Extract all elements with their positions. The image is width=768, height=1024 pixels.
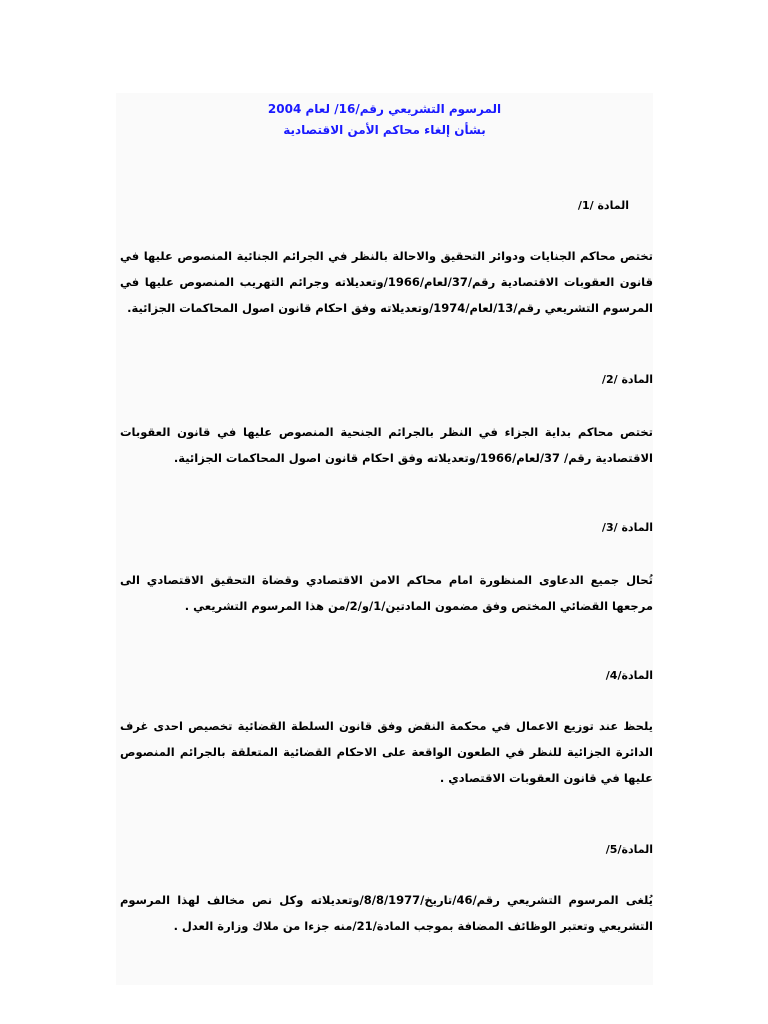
article-2-body — [116, 419, 653, 471]
article-1-body — [116, 243, 653, 321]
article-4 — [116, 669, 653, 682]
article-heading: المادة /3/ — [601, 521, 653, 534]
article-heading: المادة /2/ — [601, 373, 653, 386]
article-text: تختص محاكم الجنايات ودوائر التحقيق والاحالة بالنظر في الجرائم الجنائية المنصوص عليها في قانون العقوبات الاقتصادية رقم/37/لعام/1966/وتعديلاته وجرائم التهريب المنصوص عليها في المرسوم التشريعي رقم/13/لعام/1974/وتعديلاته وفق احكام قانون اصول المحاكمات الجزائية. — [120, 249, 653, 315]
document-content — [116, 93, 653, 933]
document-page — [116, 93, 653, 985]
title-line-2: بشأن إلغاء محاكم الأمن الاقتصادية — [283, 123, 486, 137]
article-heading: المادة/5/ — [605, 843, 653, 856]
article-5-body — [116, 887, 653, 939]
article-4-body — [116, 713, 653, 791]
article-text: تختص محاكم بداية الجزاء في النظر بالجرائم الجنحية المنصوص عليها في قانون العقوبات الاقتصادية رقم/ 37/لعام/1966/وتعديلاته وفق احكام قانون اصول المحاكمات الجزائية. — [120, 425, 653, 465]
document-title — [116, 93, 653, 139]
article-text: يُلغى المرسوم التشريعي رقم/46/تاريخ/8/8/1977/وتعديلاته وكل نص مخالف لهذا المرسوم التشريعي وتعتبر الوظائف المضافة بموجب المادة/21/منه جزءا من ملاك وزارة العدل . — [120, 893, 653, 933]
article-1 — [116, 199, 653, 212]
article-heading: المادة /1/ — [577, 199, 629, 212]
title-line-1: المرسوم التشريعي رقم/16/ لعام 2004 — [267, 102, 502, 116]
article-heading: المادة/4/ — [605, 669, 653, 682]
article-text: تُحال جميع الدعاوى المنظورة امام محاكم الامن الاقتصادي وقضاة التحقيق الاقتصادي الى مرجعها القضائي المختص وفق مضمون المادتين/1/و/2/من هذا المرسوم التشريعي . — [120, 573, 653, 613]
article-text: يلحظ عند توزيع الاعمال في محكمة النقض وفق قانون السلطة القضائية تخصيص احدى غرف الدائرة الجزائية للنظر في الطعون الواقعة على الاحكام القضائية المتعلقة بالجرائم المنصوص عليها في قانون العقوبات الاقتصادي . — [120, 719, 653, 785]
article-3-body — [116, 567, 653, 619]
article-3 — [116, 521, 653, 534]
article-5 — [116, 843, 653, 856]
article-2 — [116, 373, 653, 386]
